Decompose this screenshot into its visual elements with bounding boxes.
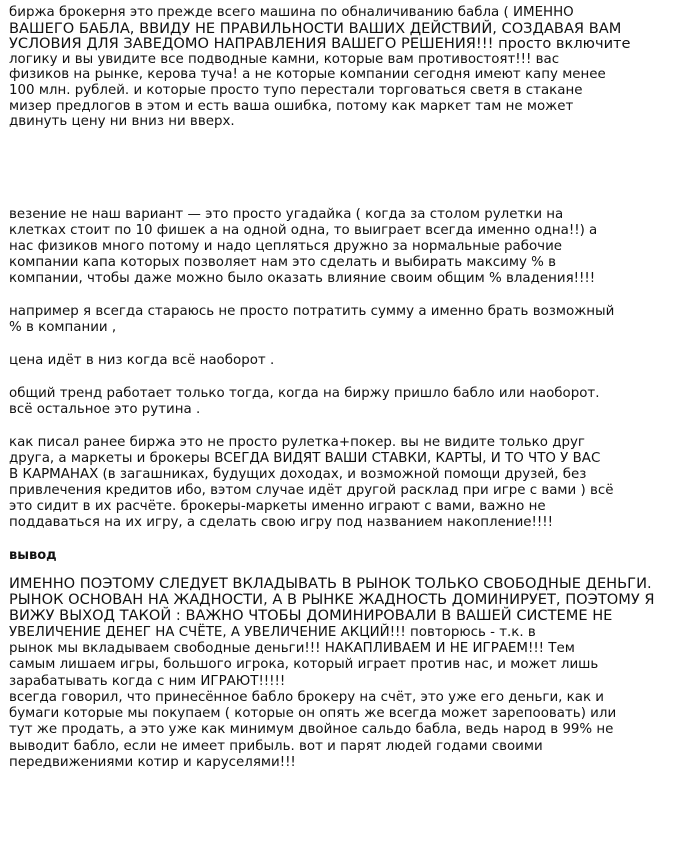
paragraph-roulette	[9, 435, 685, 531]
text-line: рынок мы вкладываем свободные деньги!!! НАКАПЛИВАЕМ И НЕ ИГРАЕМ!!! Тем	[9, 640, 575, 656]
text-line: самым лишаем игры, большого игрока, который играет против нас, и может лишь	[9, 657, 599, 673]
text-line: общий тренд работает только тогда, когда на биржу пришло бабло или наоборот.	[9, 385, 600, 401]
text-line: логику и вы увидите все подводные камни, которые вам противостоят!!! вас	[9, 51, 560, 67]
text-line: тут же продать, а это уже как минимум двойное сальдо бабла, ведь народ в 99% не	[9, 722, 614, 738]
text-line: выводит бабло, если не имеет прибыль. вот и парят людей годами своими	[9, 738, 543, 754]
text-line: зарабатывать когда с ним ИГРАЮТ!!!!!	[9, 673, 286, 689]
text-line: ИМЕННО ПОЭТОМУ СЛЕДУЕТ ВКЛАДЫВАТЬ В РЫНОК ТОЛЬКО СВОБОДНЫЕ ДЕНЬГИ.	[9, 574, 652, 592]
paragraph-conclusion	[9, 576, 685, 772]
text-line: компании, чтобы даже можно было оказать влияние своим общим % владения!!!!	[9, 270, 596, 286]
text-line: мизер предлогов в этом и есть ваша ошибка, потому как маркет там не может	[9, 98, 574, 114]
text-line: двинуть цену ни вниз ни вверх.	[9, 114, 235, 130]
text-line: друга, а маркеты и брокеры ВСЕГДА ВИДЯТ ВАШИ СТАВКИ, КАРТЫ, И ТО ЧТО У ВАС	[9, 450, 601, 466]
text-line: ВАШЕГО БАБЛА, ВВИДУ НЕ ПРАВИЛЬНОСТИ ВАШИХ ДЕЙСТВИЙ, СОЗДАВАЯ ВАМ	[9, 19, 622, 37]
text-line: например я всегда стараюсь не просто потратить сумму а именно брать возможный	[9, 303, 615, 319]
text-line: УВЕЛИЧЕНИЕ ДЕНЕГ НА СЧЁТЕ, А УВЕЛИЧЕНИЕ АКЦИЙ!!! повторюсь - т.к. в	[9, 624, 536, 640]
text-line: цена идёт в низ когда всё наоборот .	[9, 352, 275, 368]
text-line: как писал ранее биржа это не просто рулетка+покер. вы не видите только друг	[9, 434, 585, 450]
text-line: ВИЖУ ВЫХОД ТАКОЙ : ВАЖНО ЧТОБЫ ДОМИНИРОВАЛИ В ВАШЕЙ СИСТЕМЕ НЕ	[9, 607, 613, 625]
text-line: В КАРМАНАХ (в загашниках, будущих доходах, и возможной помощи друзей, без	[9, 466, 587, 482]
text-line: это сидит в их расчёте. брокеры-маркеты именно играют с вами, важно не	[9, 498, 546, 514]
text-line: % в компании ,	[9, 319, 117, 335]
text-line: всегда говорил, что принесённое бабло брокеру на счёт, это уже его деньги, как и	[9, 689, 605, 705]
paragraph-example	[9, 304, 685, 336]
text-line: бумаги которые мы покупаем ( которые он опять же всегда может зарепоовать) или	[9, 706, 617, 722]
paragraph-luck	[9, 207, 685, 287]
text-line: поддаваться на их игру, а сделать свою игру под названием накопление!!!!	[9, 514, 553, 530]
forum-post-body	[9, 5, 685, 771]
paragraph-price	[9, 353, 685, 369]
text-line: всё остальное это рутина .	[9, 401, 201, 417]
text-line: клетках стоит по 10 фишек а на одной одна, то выиграет всегда именно одна!!) а	[9, 222, 598, 238]
text-line: привлечения кредитов ибо, вэтом случае идёт другой расклад при игре с вами ) всё	[9, 482, 614, 498]
text-line: передвижениями котир и каруселями!!!	[9, 755, 296, 771]
text-line: 100 млн. рублей. и которые просто тупо перестали торговаться светя в стакане	[9, 82, 583, 98]
text-line: компании капа которых позволяет нам это сделать и выбирать максиму % в	[9, 254, 557, 270]
text-line: биржа брокерня это прежде всего машина по обналичиванию бабла ( ИМЕННО	[9, 5, 574, 20]
paragraph-trend	[9, 386, 685, 418]
text-line: УСЛОВИЯ ДЛЯ ЗАВЕДОМО НАПРАВЛЕНИЯ ВАШЕГО РЕШЕНИЯ!!! просто включите	[9, 35, 631, 53]
text-line: РЫНОК ОСНОВАН НА ЖАДНОСТИ, А В РЫНКЕ ЖАДНОСТЬ ДОМИНИРУЕТ, ПОЭТОМУ Я	[9, 591, 655, 609]
text-line: нас физиков много потому и надо цепляться дружно за нормальные рабочие	[9, 238, 563, 254]
paragraph-intro	[9, 5, 685, 130]
text-line: физиков на рынке, керова туча! а не которые компании сегодня имеют капу менее	[9, 67, 606, 83]
text-line: везение не наш вариант — это просто угадайка ( когда за столом рулетки на	[9, 206, 564, 222]
conclusion-heading: вывод	[9, 547, 57, 563]
